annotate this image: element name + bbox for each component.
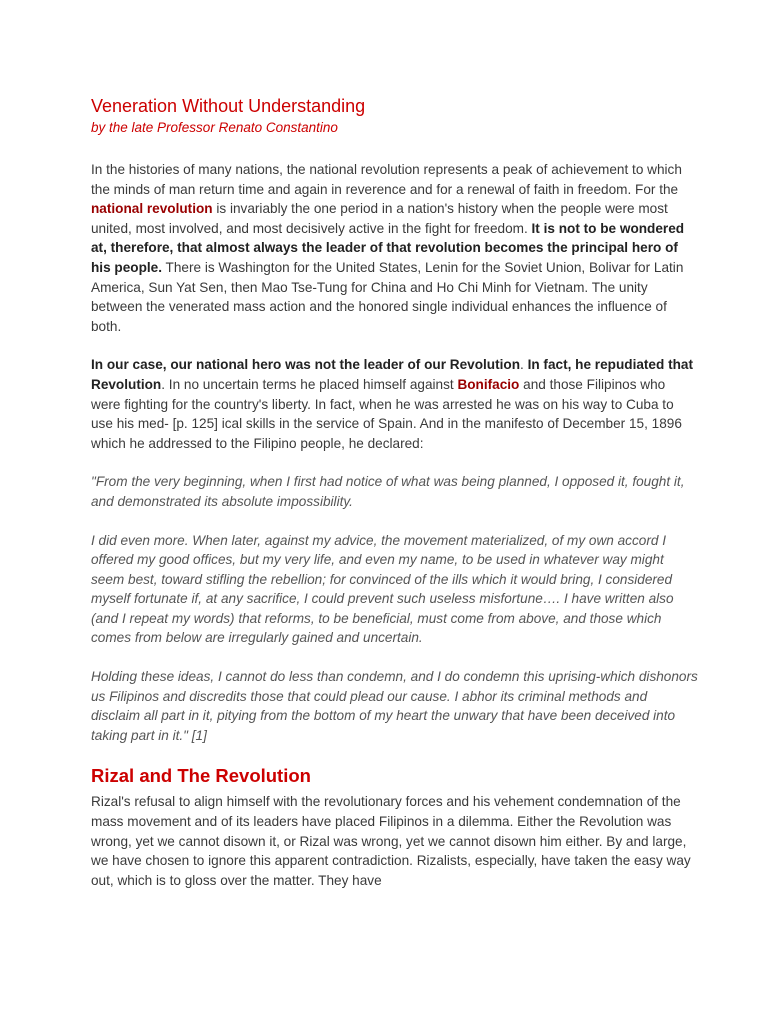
quote-paragraph-1: "From the very beginning, when I first had notice of what was being planned, I opposed it, fought it, and demonstrated its absolute impossibility. <box>91 474 685 509</box>
national-revolution-link[interactable]: national revolution <box>91 201 213 217</box>
p2-text-2: . In no uncertain terms he placed himself against <box>161 376 458 392</box>
section-title-rizal-revolution: Rizal and The Revolution <box>91 765 311 787</box>
article-title: Veneration Without Understanding <box>91 96 366 116</box>
p2-text-3: and those Filipinos who were fighting for the country's liberty. In fact, when he was arrested he was on his way to Cuba to use his med- [p. 125] ical skills in the service of Spain. And in the manifesto of December 15, 1896 which he addressed to the Filipino people, he declared: <box>91 376 682 451</box>
p2-text-1: . <box>520 357 528 373</box>
p1-text-2: is invariably the one period in a nation's history when the people were most united, most involved, and most decisively active in the fight for freedom. <box>91 201 668 236</box>
quote-paragraph-2: I did even more. When later, against my advice, the movement materialized, of my own accord I offered my good offices, but my very life, and even my name, to be used in whatever way might seem best, toward stifling the rebellion; for convinced of the ills which it would bring, I considered myself fortunate if, at any sacrifice, I could prevent such useless misfortune…. I have written also (and I repeat my words) that reforms, to be beneficial, must come from above, and those which comes from below are irregularly gained and uncertain. <box>91 532 674 646</box>
article-byline: by the late Professor Renato Constantino <box>91 120 338 135</box>
bonifacio-link[interactable]: Bonifacio <box>457 376 520 392</box>
p1-text-1: In the histories of many nations, the national revolution represents a peak of achievement to which the minds of man return time and again in reverence and for a renewal of faith in freedom. For the <box>91 162 682 197</box>
p1-bold-1: It is not to be wondered at, therefore, that almost always the leader of that revolution becomes the principal hero of his people. <box>91 220 685 275</box>
quote-paragraph-3: Holding these ideas, I cannot do less than condemn, and I do condemn this uprising-which dishonors us Filipinos and discredits those that could plead our cause. I abhor its criminal methods and disclaim all part in it, pitying from the bottom of my heart the unwary that have been deceived into taking part in it." [1] <box>91 669 698 743</box>
paragraph-2 <box>91 355 698 453</box>
paragraph-3: Rizal's refusal to align himself with the revolutionary forces and his vehement condemnation of the mass movement and of its leaders have placed Filipinos in a dilemma. Either the Revolution was wrong, yet we cannot disown it, or Rizal was wrong, yet we cannot disown him either. By and large, we have chosen to ignore this apparent contradiction. Rizalists, especially, have taken the easy way out, which is to gloss over the matter. They have <box>91 794 691 888</box>
p2-bold-2: In fact, he repudiated that Revolution <box>91 357 693 392</box>
paragraph-1 <box>91 160 698 336</box>
p1-text-3: There is Washington for the United States, Lenin for the Soviet Union, Bolivar for Latin America, Sun Yat Sen, then Mao Tse-Tung for China and Ho Chi Minh for Vietnam. The unity between the venerated mass action and the honored single individual enhances the influence of both. <box>91 259 684 334</box>
p2-bold-1: In our case, our national hero was not the leader of our Revolution <box>91 357 521 373</box>
